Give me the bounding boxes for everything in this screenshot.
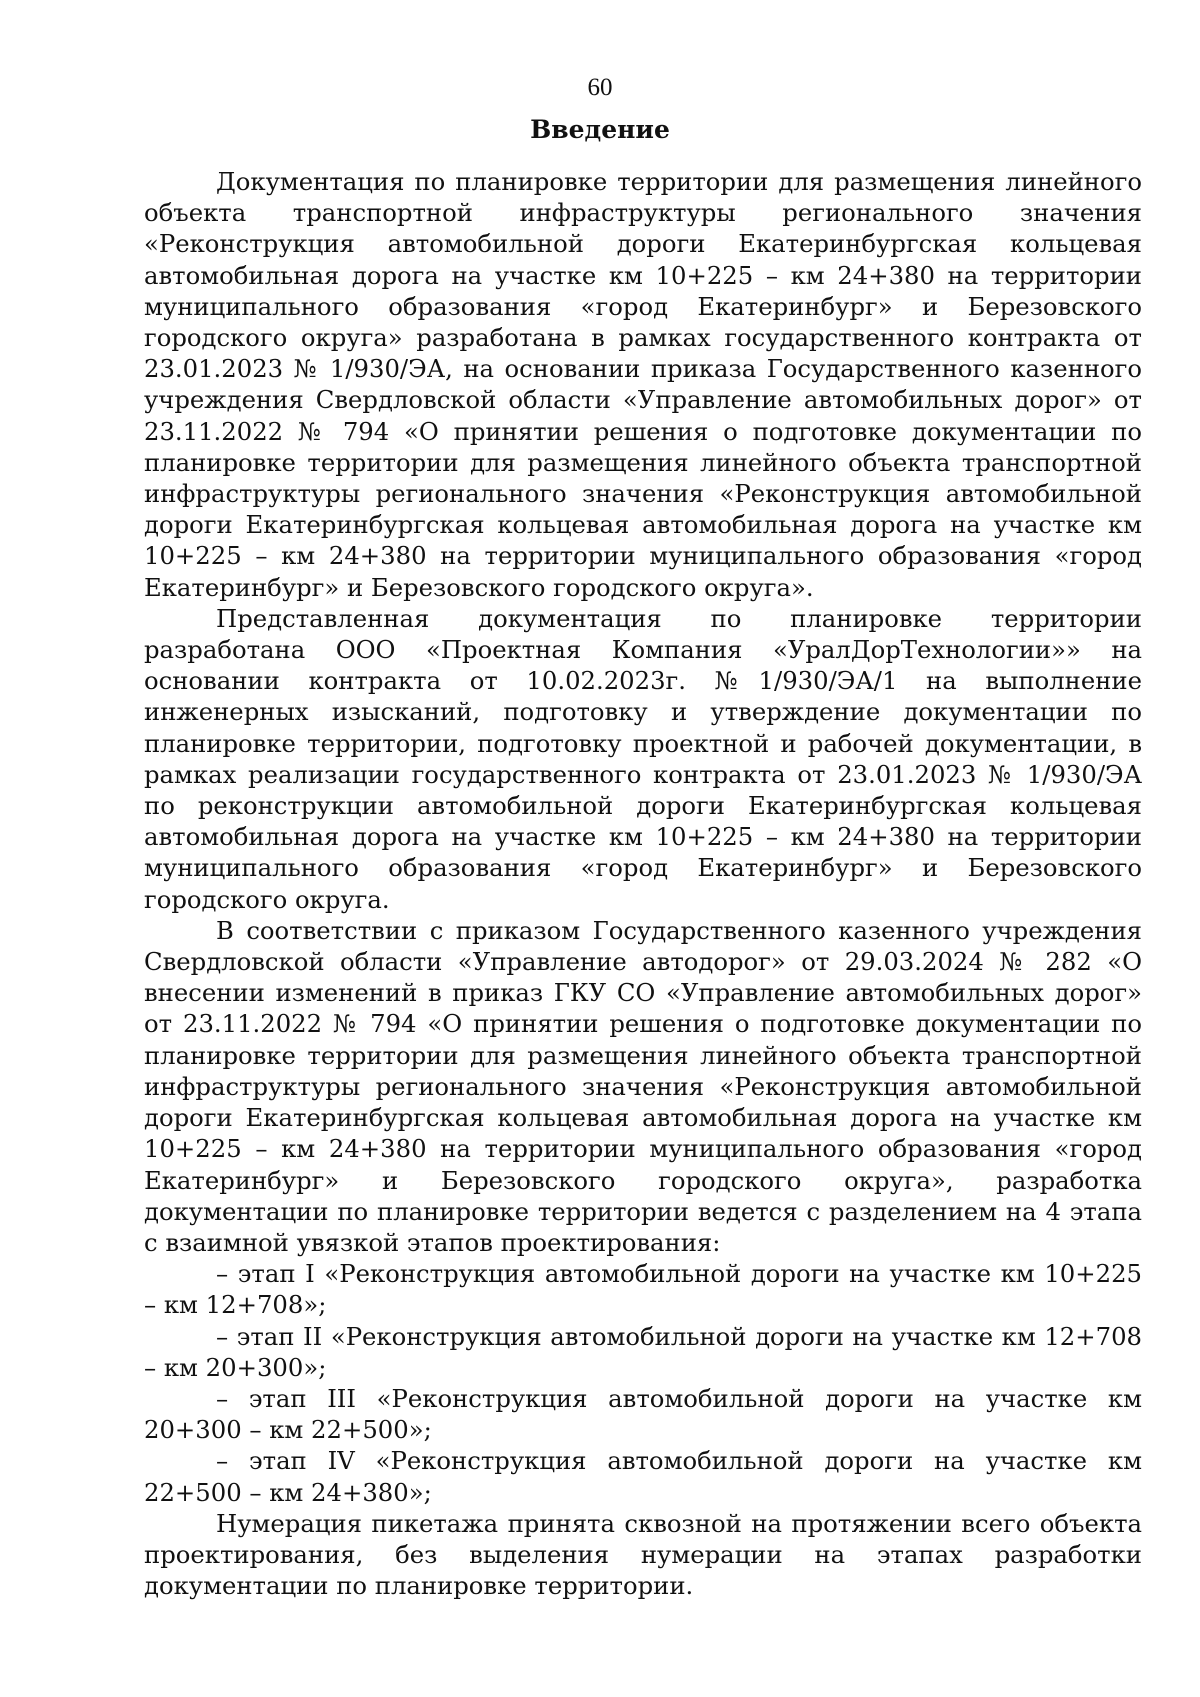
section-heading: Введение <box>530 115 670 144</box>
document-body <box>144 166 1142 1601</box>
list-item-stage-1: – этап I «Реконструкция автомобильной дороги на участке км 10+225 – км 12+708»; <box>144 1259 1142 1320</box>
list-item-stage-2: – этап II «Реконструкция автомобильной дороги на участке км 12+708 – км 20+300»; <box>144 1321 1142 1382</box>
paragraph-developer: Представленная документация по планировке территории разработана ООО «Проектная Компания «УралДорТехнологии»» на основании контракта от 10.02.2023г. №1/930/ЭА/1 на выполнение инженерных изысканий, подготовку и утверждение документации по планировке территории, подготовку проектной и рабочей документации, в рамках реализации государственного контракта от 23.01.2023 № 1/930/ЭА по реконструкции автомобильной дороги Екатеринбургская кольцевая автомобильная дорога на участке км 10+225 – км 24+380 на территории муниципального образования «город Екатеринбург» и Березовского городского округа. <box>144 603 1142 914</box>
paragraph-intro: Документация по планировке территории для размещения линейного объекта транспортной инфраструктуры регионального значения «Реконструкция автомобильной дороги Екатеринбургская кольцевая автомобильная дорога на участке км 10+225 – км 24+380 на территории муниципального образования «город Екатеринбург» и Березовского городского округа» разработана в рамках государственного контракта от 23.01.2023 № 1/930/ЭА, на основании приказа Государственного казенного учреждения Свердловской области «Управление автомобильных дорог» от 23.11.2022 № 794 «О принятии решения о подготовке документации по планировке территории для размещения линейного объекта транспортной инфраструктуры регионального значения «Реконструкция автомобильной дороги Екатеринбургская кольцевая автомобильная дорога на участке км 10+225 – км 24+380 на территории муниципального образования «город Екатеринбург» и Березовского городского округа». <box>144 167 1142 602</box>
list-item-stage-3: – этап III «Реконструкция автомобильной дороги на участке км 20+300 – км 22+500»; <box>144 1383 1142 1445</box>
page-number: 60 <box>587 74 613 101</box>
paragraph-order-amendment: В соответствии с приказом Государственного казенного учреждения Свердловской области «Управление автодорог» от 29.03.2024 № 282 «О внесении изменений в приказ ГКУ СО «Управление автомобильных дорог» от 23.11.2022 № 794 «О принятии решения о подготовке документации по планировке территории для размещения линейного объекта транспортной инфраструктуры регионального значения «Реконструкция автомобильной дороги Екатеринбургская кольцевая автомобильная дорога на участке км 10+225 – км 24+380 на территории муниципального образования «город Екатеринбург» и Березовского городского округа», разработка документации по планировке территории ведется с разделением на 4 этапа с взаимной увязкой этапов проектирования: <box>144 915 1142 1257</box>
paragraph-numbering: Нумерация пикетажа принята сквозной на протяжении всего объекта проектирования, без выделения нумерации на этапах разработки документации по планировке территории. <box>144 1508 1142 1601</box>
list-item-stage-4: – этап IV «Реконструкция автомобильной дороги на участке км 22+500 – км 24+380»; <box>144 1446 1142 1507</box>
